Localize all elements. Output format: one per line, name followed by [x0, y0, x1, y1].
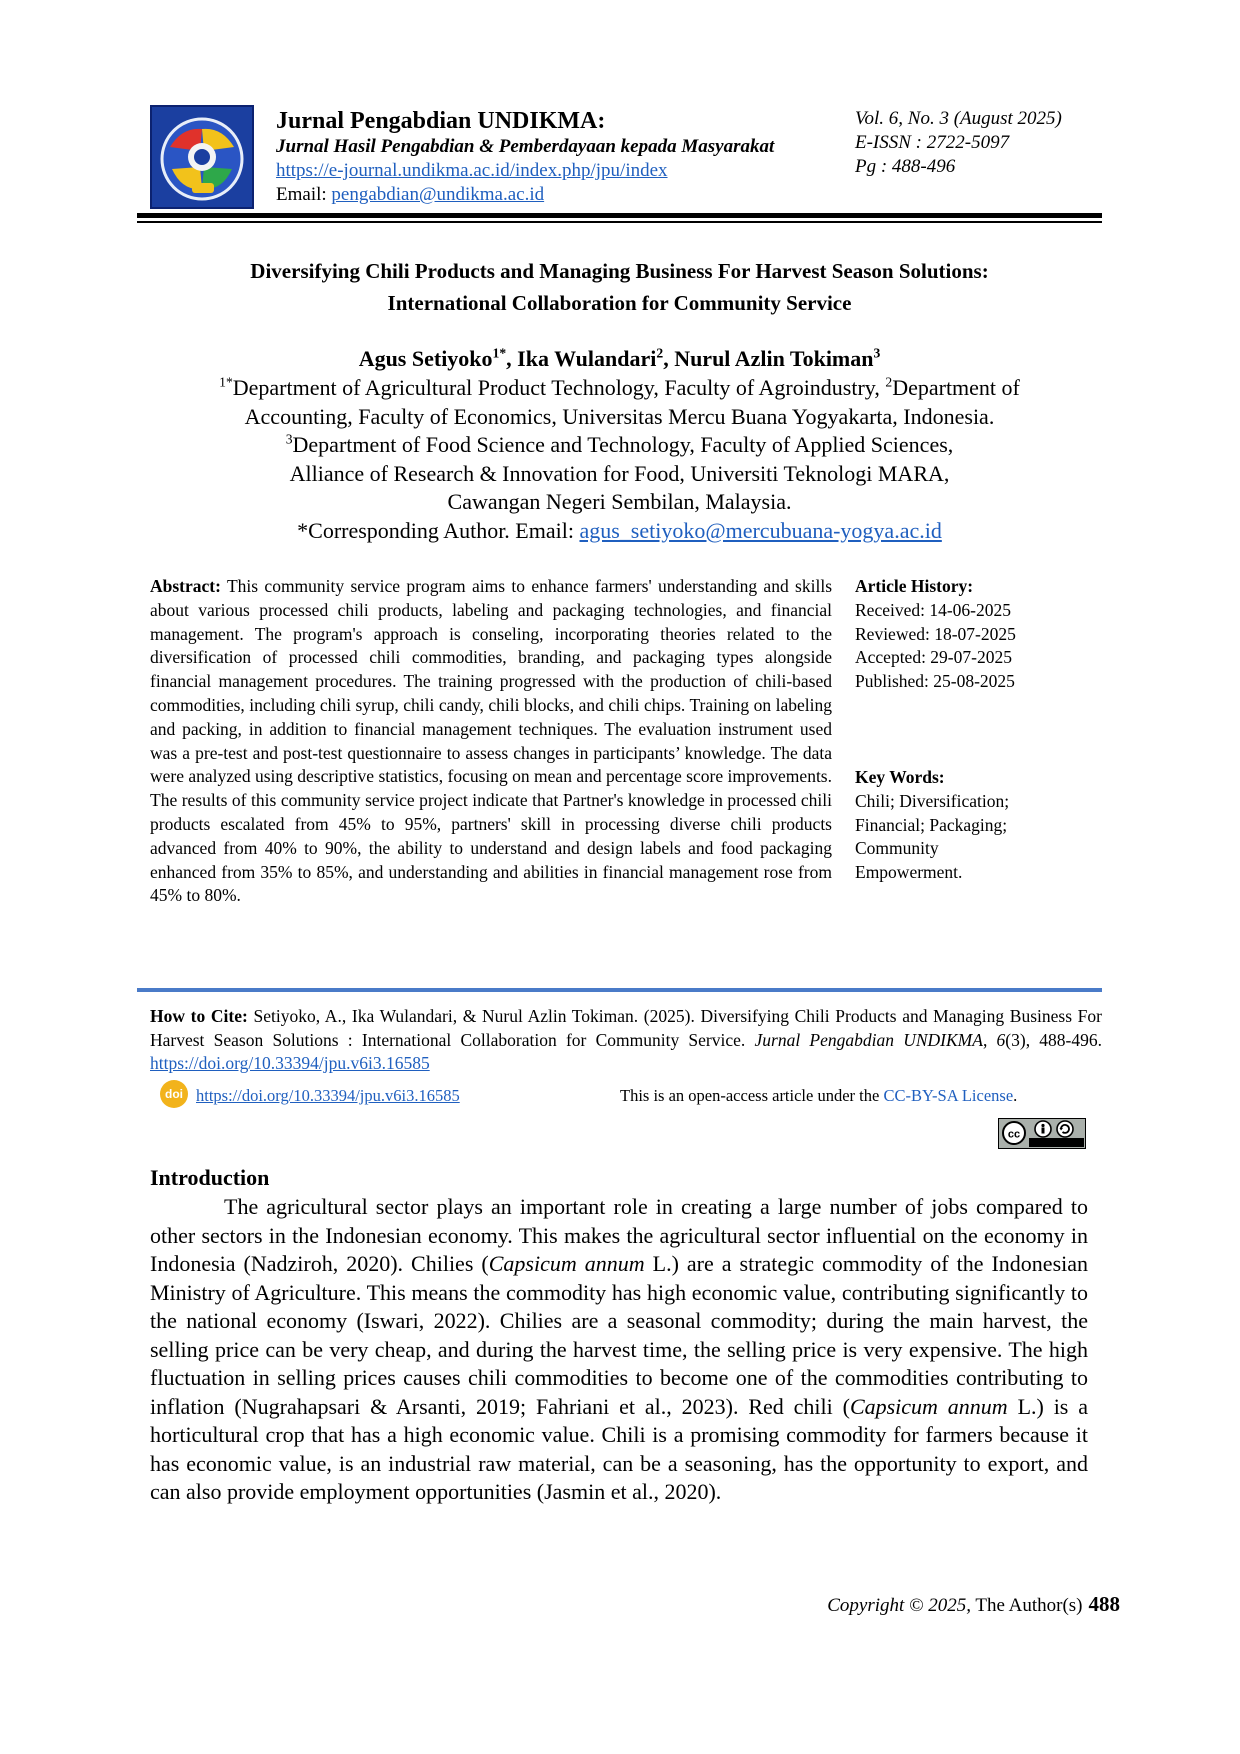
keywords-line: Community	[855, 838, 939, 859]
oa-label: This is an open-access article under the	[620, 1086, 884, 1105]
article-history	[855, 575, 1105, 694]
open-access-text	[620, 1086, 1017, 1106]
intro-text: L.) are a strategic commodity of the Indonesian Ministry of Agriculture. This means the commodity has high economic value, contributing significantly to the national economy (Iswari, 2022). Chilies are a seasonal commodity; during the main harvest, the selling price can be very cheap, and during the harvest time, the selling price is very expensive. The high fluctuation in selling prices causes chili commodities to become one of the commodities contributing to inflation (Nugrahapsari & Arsanti, 2019; Fahriani et al., 2023). Red chili (	[150, 1251, 1089, 1419]
page-number: 488	[1088, 1592, 1120, 1616]
pages-text: Pg : 488-496	[855, 156, 956, 177]
journal-subtitle: Jurnal Hasil Pengabdian & Pemberdayaan kepada Masyarakat	[276, 136, 775, 157]
corresponding-author	[137, 517, 1102, 546]
affiliations	[137, 374, 1102, 545]
affiliation-line: Cawangan Negeri Sembilan, Malaysia.	[447, 489, 792, 514]
journal-name: Jurnal Pengabdian UNDIKMA:	[276, 108, 606, 134]
affil-text: Department of	[892, 375, 1020, 400]
doi-icon: doi	[160, 1080, 188, 1108]
keywords	[855, 766, 1055, 885]
author-sup: 1*	[492, 345, 507, 361]
cite-text: Setiyoko, A., Ika Wulandari, & Nurul Azlin Tokiman. (2025). Diversifying Chili Products and Managing Business For Harvest Season Solutions : International Collaboration for Community Service.	[150, 1006, 1102, 1050]
introduction-heading: Introduction	[150, 1165, 270, 1190]
author-sup: 2	[656, 345, 664, 361]
license-link[interactable]: CC-BY-SA License	[883, 1086, 1014, 1105]
keywords-line: Empowerment.	[855, 862, 963, 883]
abstract	[150, 575, 832, 908]
affil-sup: 1*	[219, 374, 233, 390]
history-accepted: Accepted: 29-07-2025	[855, 647, 1012, 668]
copyright-authors: The Author(s)	[970, 1595, 1083, 1616]
page-footer	[790, 1592, 1120, 1617]
cc-license-icon	[999, 1119, 1084, 1147]
email-label: Email:	[276, 184, 332, 205]
journal-info	[276, 107, 836, 207]
cite-volume: 6	[996, 1029, 1006, 1050]
affiliation-line	[137, 374, 1102, 403]
affiliation-line	[137, 431, 1102, 460]
header-rule-thin	[137, 221, 1102, 223]
oa-end: .	[1013, 1086, 1018, 1105]
introduction-paragraph	[150, 1193, 1088, 1507]
affil-sup: 3	[285, 431, 293, 447]
history-reviewed: Reviewed: 18-07-2025	[855, 623, 1016, 644]
cite-sep: ,	[982, 1029, 997, 1050]
affil-text: Department of Food Science and Technology, Faculty of Applied Sciences,	[292, 432, 954, 457]
copyright-text: Copyright © 2025,	[827, 1595, 971, 1616]
keywords-label: Key Words:	[855, 767, 945, 787]
abstract-text: This community service program aims to enhance farmers' understanding and skills about various processed chili products, labeling and packaging technologies, and financial management. The program's approach is conseling, incorporating theories related to the diversification of processed chili commodities, branding, and packaging types alongside financial management procedures. The training progressed with the production of chili-based commodities, including chili syrup, chili candy, chili blocks, and chili chips. Training on labeling and packing, in addition to financial management techniques. The evaluation instrument used was a pre-test and post-test questionnaire to assess changes in participants’ knowledge. The data were analyzed using descriptive statistics, focusing on mean and percentage score improvements. The results of this community service project indicate that Partner's knowledge in processed chili products escalated from 45% to 95%, partners' skill in processing diverse chili products advanced from 40% to 90%, the ability to understand and design labels and food packaging enhanced from 35% to 85%, and understanding and abilities in financial management rose from 45% to 80%.	[150, 576, 832, 906]
cite-issue: (3), 488-496.	[1005, 1029, 1103, 1050]
author-name: Ika Wulandari	[517, 346, 657, 371]
doi-row	[160, 1080, 1110, 1110]
title-line-1: Diversifying Chili Products and Managing Business For Harvest Season Solutions:	[250, 259, 989, 283]
journal-url-link[interactable]: https://e-journal.undikma.ac.id/index.php/jpu/index	[276, 160, 668, 181]
history-published: Published: 25-08-2025	[855, 671, 1015, 692]
intro-text: L.) is a horticultural crop that has a high economic value. Chili is a promising commodity for farmers because it has economic value, is an industrial raw material, can be a seasoning, has the opportunity to export, and can also provide employment opportunities (Jasmin et al., 2020).	[150, 1393, 1089, 1504]
issue-meta	[855, 107, 1115, 179]
author-list: Agus Setiyoko$^{1*}$, Ika Wulandari$^2$, Nurul Azlin Tokiman$^3$	[358, 345, 881, 371]
intro-italic: Capsicum annum	[488, 1251, 645, 1276]
intro-text: The agricultural sector plays an important role in creating a large number of jobs compared to other sectors in the Indonesian economy. This makes the agricultural sector influential on the economy in Indonesia (Nadziroh, 2020). Chilies (	[150, 1194, 1088, 1276]
author-name: Nurul Azlin Tokiman	[674, 346, 874, 371]
affil-text: Department of Agricultural Product Technology, Faculty of Agroindustry,	[232, 375, 886, 400]
abstract-label: Abstract:	[150, 576, 221, 596]
affiliation-line: Alliance of Research & Innovation for Food, Universiti Teknologi MARA,	[289, 460, 950, 486]
corresponding-email-link[interactable]: agus_setiyoko@mercubuana-yogya.ac.id	[579, 517, 942, 543]
journal-logo	[150, 105, 254, 209]
intro-italic: Capsicum annum	[849, 1393, 1008, 1419]
svg-text:cc: cc	[1007, 1128, 1021, 1141]
how-to-cite	[150, 1005, 1102, 1076]
cc-by-sa-icon	[998, 1118, 1086, 1149]
cite-label: How to Cite:	[150, 1006, 248, 1026]
author-name: Agus Setiyoko	[358, 346, 493, 371]
keywords-line: Chili; Diversification;	[855, 790, 1010, 811]
journal-email-link[interactable]: pengabdian@undikma.ac.id	[331, 184, 545, 205]
cite-journal: Jurnal Pengabdian UNDIKMA	[754, 1029, 983, 1050]
volume-text: Vol. 6, No. 3 (August 2025)	[855, 108, 1062, 129]
affil-sup: 2	[885, 374, 893, 390]
author-sup: 3	[873, 345, 881, 361]
affiliation-line: Accounting, Faculty of Economics, Universitas Mercu Buana Yogyakarta, Indonesia.	[244, 403, 995, 429]
history-label: Article History:	[855, 576, 974, 596]
article-title	[137, 255, 1102, 319]
header-rule-thick	[137, 213, 1102, 218]
corresponding-label: *Corresponding Author. Email:	[297, 517, 580, 543]
journal-logo-icon	[152, 107, 252, 207]
title-line-2: International Collaboration for Community Service	[387, 291, 852, 315]
keywords-line: Financial; Packaging;	[855, 814, 1008, 835]
abstract-divider	[137, 988, 1102, 992]
doi-link[interactable]: https://doi.org/10.33394/jpu.v6i3.16585	[196, 1086, 460, 1105]
cite-doi-link[interactable]: https://doi.org/10.33394/jpu.v6i3.16585	[150, 1053, 430, 1073]
eissn-text: E-ISSN : 2722-5097	[855, 132, 1010, 153]
history-received: Received: 14-06-2025	[855, 599, 1011, 620]
journal-email-line	[276, 183, 836, 207]
